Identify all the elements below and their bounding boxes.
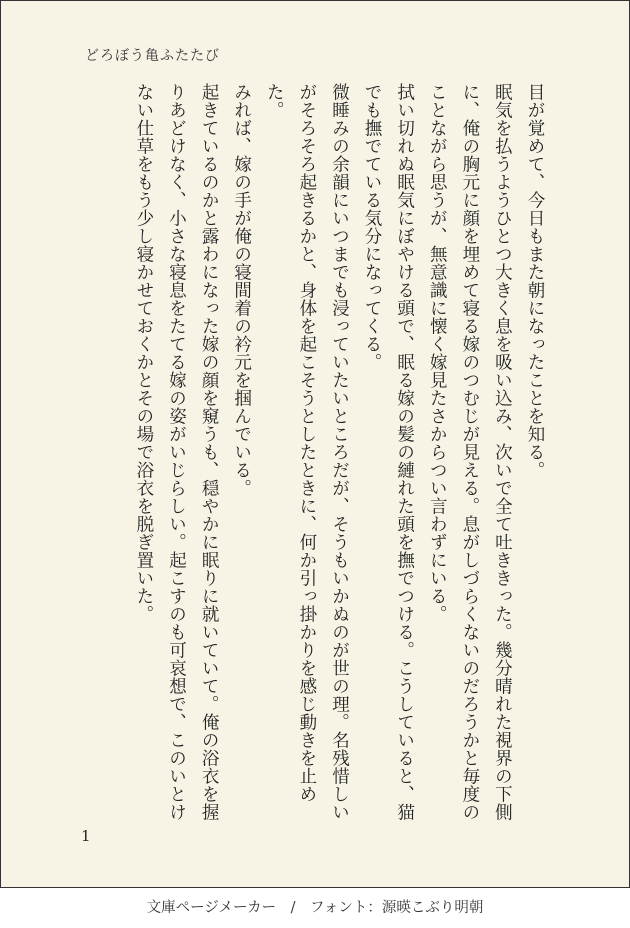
paragraph-5: みれば、嫁の手が俺の寝間着の衿元を掴んでいる。 (231, 83, 252, 497)
page-number: 1 (81, 827, 91, 845)
paragraph-4: 微睡みの余韻にいつまでも浸っていたいところだが、そうもいかぬのが世の理。名残惜しいがそろそろ起きるかと、身体を起こそうとしたときに、何か引っ掛かりを感じ動きを止めた。 (264, 83, 350, 821)
footer-credit: 文庫ページメーカー / フォント：源暎こぶり明朝 (146, 900, 484, 916)
chapter-title: どろぼう亀ふたたび (85, 48, 220, 64)
paragraph-1: 目が覚めて、今日もまた朝になったことを知る。 (525, 83, 545, 479)
vertical-body-text (127, 83, 551, 823)
paragraph-2: 眠気を払うようひとつ大きく息を吸い込み、次いで全て吐ききった。幾分晴れた視界の下側に、俺の胸元に顔を埋めて寝る嫁のつむじが見える。息がしづらくないのだろうかと毎度のことながら思うが、無意識に懐く嫁見たさからつい言わずにいる。 (427, 83, 513, 821)
paragraph-3: 拭い切れぬ眠気にぼやける頭で、眠る嫁の髪の縺れた頭を撫でつける。こうしていると、猫でも撫でている気分になってくる。 (362, 83, 415, 821)
paragraph-6: 起きているのかと露わになった嫁の顔を窺うも、穏やかに眠りに就いていて。俺の浴衣を握りあどけなく、小さな寝息をたてる嫁の姿がいじらしい。起こすのも可哀想で、このいとけない仕草をもう少し寝かせておくかとその場で浴衣を脱ぎ置いた。 (133, 83, 220, 821)
